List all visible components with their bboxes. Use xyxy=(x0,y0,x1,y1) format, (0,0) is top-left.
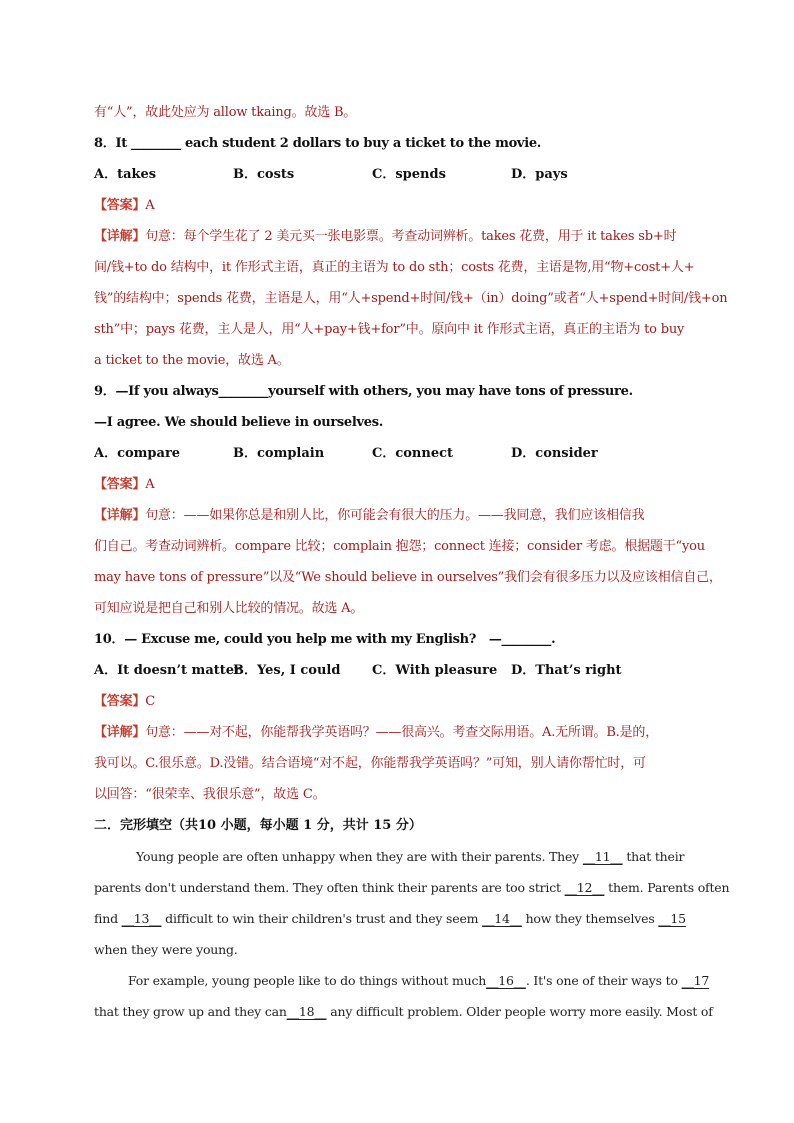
option-c: C．With pleasure xyxy=(372,663,498,678)
question-10-detail-line: 【详解】句意：——对不起，你能帮我学英语吗？——很高兴。考查交际用语。A.无所谓。B.是的， xyxy=(94,725,659,740)
question-8-detail-line: a ticket to the movie，故选 A。 xyxy=(94,353,290,368)
passage-line: For example, young people like to do things without much__16__. It's one of their ways to __17 xyxy=(94,965,706,996)
option-a: A．It doesn’t matter xyxy=(94,663,241,678)
blank-14: __14__ xyxy=(482,911,522,926)
question-9-options xyxy=(94,438,706,469)
answer-label: 【答案】 xyxy=(94,477,146,492)
question-8-detail-line: sth”中；pays 花费，主人是人，用“人+pay+钱+for”中。原向中 it 作形式主语，真正的主语为 to buy xyxy=(94,322,685,337)
question-8-stem: 8．It ________ each student 2 dollars to buy a ticket to the movie. xyxy=(94,136,542,151)
question-10-detail-line: 我可以。C.很乐意。D.没错。结合语境“对不起，你能帮我学英语吗？”可知，别人请你帮忙时，可 xyxy=(94,756,646,771)
option-d: D．consider xyxy=(511,446,598,461)
question-8-detail-line: 间/钱+to do 结构中，it 作形式主语，真正的主语为 to do sth；costs 花费，主语是物,用“物+cost+人+ xyxy=(94,260,695,275)
answer-value: A xyxy=(145,198,155,213)
question-10-detail-line: 以回答：“很荣幸、我很乐意”，故选 C。 xyxy=(94,787,326,802)
detail-label: 【详解】 xyxy=(94,725,146,740)
option-a: A．compare xyxy=(94,446,181,461)
blank-12: __12__ xyxy=(564,880,605,895)
document-page xyxy=(94,97,730,1027)
option-c: C．connect xyxy=(372,446,454,461)
blank-17: __17 xyxy=(681,973,710,988)
question-9-detail-line: 们自己。考查动词辨析。compare 比较；complain 抱怨；connect 连接；consider 考虑。根据题干“you xyxy=(94,539,705,554)
question-8-detail-line: 钱”的结构中；spends 花费，主语是人，用“人+spend+时间/钱+（in）doing”或者“人+spend+时间/钱+on xyxy=(94,291,728,306)
option-c: C．spends xyxy=(372,167,446,182)
passage-line: parents don't understand them. They often think their parents are too strict __12__ them. Parents often xyxy=(94,872,706,903)
continued-explanation: 有“人”，故此处应为 allow tkaing。故选 B。 xyxy=(94,105,357,120)
question-10-stem: 10．— Excuse me, could you help me with my English? —________. xyxy=(94,632,556,647)
question-8-options xyxy=(94,159,706,190)
question-8-detail-line: 【详解】句意：每个学生花了 2 美元买一张电影票。考查动词辨析。takes 花费，用于 it takes sb+时 xyxy=(94,229,677,244)
option-b: B．complain xyxy=(233,446,325,461)
option-b: B．costs xyxy=(233,167,295,182)
question-9-detail-line: 【详解】句意：——如果你总是和别人比，你可能会有很大的压力。——我同意，我们应该相信我 xyxy=(94,508,645,523)
question-10-options xyxy=(94,655,706,686)
option-d: D．pays xyxy=(511,167,568,182)
blank-11: __11__ xyxy=(582,849,623,864)
blank-13: __13__ xyxy=(121,911,162,926)
answer-value: C xyxy=(145,694,155,709)
section-2-title: 二．完形填空（共10 小题，每小题 1 分，共计 15 分） xyxy=(94,818,422,833)
passage-line: when they were young. xyxy=(94,942,238,957)
question-9-stem: 9．—If you always________yourself with others, you may have tons of pressure. xyxy=(94,384,633,399)
answer-value: A xyxy=(145,477,155,492)
question-8-answer xyxy=(94,190,706,221)
answer-label: 【答案】 xyxy=(94,198,146,213)
blank-16: __16__ xyxy=(486,973,526,988)
option-a: A．takes xyxy=(94,167,157,182)
passage-line: Young people are often unhappy when they are with their parents. They __11__ that their xyxy=(94,841,706,872)
passage-line: that they grow up and they can__18__ any difficult problem. Older people worry more easily. Most of xyxy=(94,996,706,1027)
detail-label: 【详解】 xyxy=(94,229,146,244)
blank-18: __18__ xyxy=(286,1004,327,1019)
question-10-answer xyxy=(94,686,706,717)
passage-line: find __13__ difficult to win their children's trust and they seem __14__ how they themselves __15 xyxy=(94,903,706,934)
option-b: B．Yes, I could xyxy=(233,663,341,678)
detail-label: 【详解】 xyxy=(94,508,146,523)
question-9-answer xyxy=(94,469,706,500)
question-9-detail-line: may have tons of pressure”以及“We should believe in ourselves”我们会有很多压力以及应该相信自己， xyxy=(94,570,722,585)
question-9-detail-line: 可知应说是把自己和别人比较的情况。故选 A。 xyxy=(94,601,364,616)
question-9-stem-reply: —I agree. We should believe in ourselves. xyxy=(94,415,383,430)
answer-label: 【答案】 xyxy=(94,694,146,709)
option-d: D．That’s right xyxy=(511,663,622,678)
blank-15: __15 xyxy=(658,911,686,926)
